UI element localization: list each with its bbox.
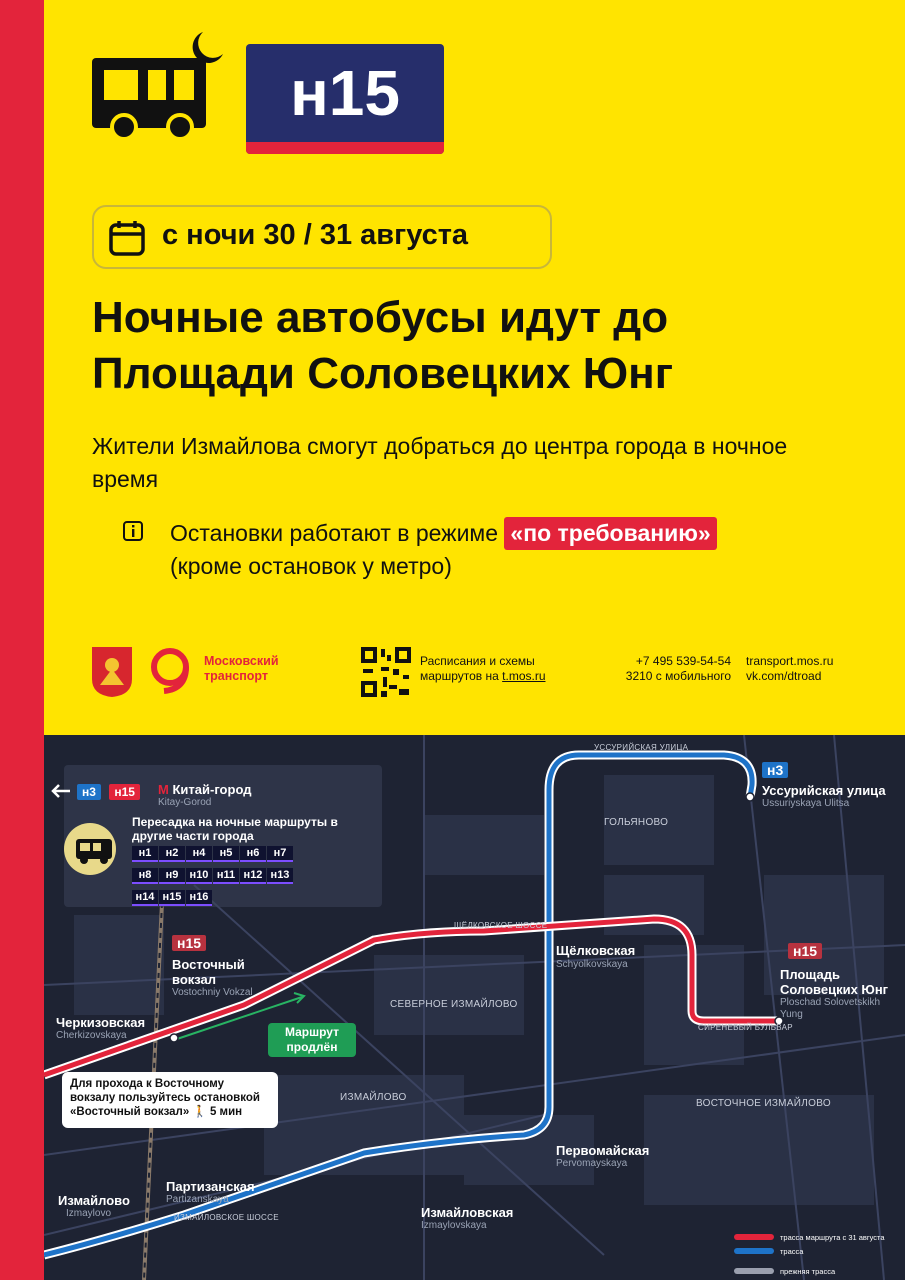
transfer-title: Пересадка на ночные маршруты в другие части города: [132, 815, 338, 843]
street-izmaylovskoe: ИЗМАЙЛОВСКОЕ ШОССЕ: [174, 1213, 279, 1222]
legend-blue-swatch: [734, 1248, 774, 1254]
station-cherkizovskaya-en: Cherkizovskaya: [56, 1030, 127, 1041]
brand-name: Московский транспорт: [204, 654, 279, 683]
night-route-tag: н4: [186, 846, 212, 862]
subtitle: Жители Измайлова смогут добраться до центра города в ночное время: [92, 433, 788, 492]
route-map: [44, 735, 905, 1280]
station-izmaylovo-en: Izmaylovo: [66, 1208, 112, 1219]
calendar-icon: [108, 219, 146, 257]
station-ussuriyskaya-en: Ussuriyskaya Ulitsa: [762, 798, 850, 809]
night-route-tag: н11: [213, 868, 239, 884]
notice-before: Остановки работают в режиме: [170, 520, 499, 546]
legend-old: прежняя трасса: [780, 1267, 836, 1276]
station-vostochniy-vokzal-en: Vostochniy Vokzal: [172, 987, 253, 998]
district-golyanovo: ГОЛЬЯНОВО: [604, 817, 669, 828]
route-tag-n3: н3: [77, 784, 101, 800]
vk-link[interactable]: vk.com/dtroad: [746, 669, 822, 683]
station-pervomayskaya: Первомайская: [556, 1143, 650, 1158]
night-route-tag: н16: [186, 890, 212, 906]
info-icon: [122, 520, 144, 542]
legend-old-swatch: [734, 1268, 774, 1274]
legend-new: трасса маршрута с 31 августа: [780, 1233, 885, 1242]
route-tag-n15: н15: [109, 784, 140, 800]
left-red-bar: [0, 0, 44, 1280]
date-pill: [92, 205, 552, 269]
route-number-badge: [246, 44, 444, 154]
short-phone: 3210 с мобильного: [625, 669, 731, 683]
station-schyolkovskaya-en: Schyolkovskaya: [556, 959, 628, 970]
station-cherkizovskaya: Черкизовская: [56, 1015, 146, 1030]
moscow-transport-logo-icon: [146, 645, 196, 695]
route-tag-n15-end: н15: [788, 943, 822, 959]
arrow-left-icon: [50, 783, 72, 799]
night-route-tag: н13: [267, 868, 293, 884]
phone-number[interactable]: +7 495 539-54-54: [635, 654, 731, 668]
night-bus-icon: [88, 28, 238, 143]
station-izmaylovskaya: Измайловская: [421, 1205, 514, 1220]
station-partizanskaya: Партизанская: [166, 1179, 255, 1194]
night-route-tag: н12: [240, 868, 266, 884]
night-route-tag: н8: [132, 868, 158, 884]
station-ploschad: Площадь Соловецких Юнг: [780, 967, 889, 997]
station-pervomayskaya-en: Pervomayskaya: [556, 1158, 628, 1169]
street-schelkovskoe: ЩЁЛКОВСКОЕ ШОССЕ: [454, 921, 548, 930]
metro-kitay-gorod: [158, 782, 251, 797]
station-schyolkovskaya: Щёлковская: [556, 943, 636, 958]
night-route-tag: н9: [159, 868, 185, 884]
district-severnoe: СЕВЕРНОЕ ИЗМАЙЛОВО: [390, 999, 518, 1010]
route-badge-stripe: [246, 142, 444, 154]
on-request-badge: «по требованию»: [504, 517, 716, 550]
walk-note: Для прохода к Восточному вокзалу пользуйтесь остановкой «Восточный вокзал» 🚶 5 мин: [62, 1072, 278, 1128]
route-number: н15: [290, 57, 400, 129]
schedule-link[interactable]: t.mos.ru: [502, 669, 546, 683]
site-link[interactable]: transport.mos.ru: [746, 654, 834, 668]
night-route-tag: н6: [240, 846, 266, 862]
legend-route: трасса: [780, 1247, 804, 1256]
notice: [170, 517, 870, 583]
night-route-tag: н15: [159, 890, 185, 906]
top-route-tags: [77, 783, 140, 801]
station-izmaylovo: Измайлово: [58, 1193, 130, 1208]
phone-info: [606, 654, 731, 684]
night-route-tag: н10: [186, 868, 212, 884]
notice-after: (кроме остановок у метро): [170, 553, 452, 579]
station-izmaylovskaya-en: Izmaylovskaya: [421, 1220, 487, 1231]
headline: Ночные автобусы идут до Площади Соловецких Юнг: [92, 293, 674, 398]
date-text: с ночи 30 / 31 августа: [162, 219, 469, 251]
station-ussuriyskaya: Уссурийская улица: [762, 783, 886, 798]
station-partizanskaya-en: Partizanskaya: [166, 1194, 229, 1205]
night-route-tag: н1: [132, 846, 158, 862]
district-izmaylovo: ИЗМАЙЛОВО: [340, 1092, 407, 1103]
night-route-tag: н14: [132, 890, 158, 906]
tag-n3-ussuriyskaya: [762, 762, 788, 780]
night-route-tag: н5: [213, 846, 239, 862]
station-ploschad-en: Ploschad Solovetskikh Yung: [780, 997, 881, 1020]
schedule-text: Расписания и схемы маршрутов на: [420, 654, 535, 683]
night-routes-grid: [132, 843, 294, 909]
metro-icon: M: [158, 782, 169, 797]
moon-bus-icon: [62, 821, 124, 877]
tag-n15-end: [788, 943, 822, 961]
qr-code-icon[interactable]: [359, 645, 413, 699]
legend-red-swatch: [734, 1234, 774, 1240]
district-vostochnoe: ВОСТОЧНОЕ ИЗМАЙЛОВО: [696, 1098, 831, 1109]
route-extended-badge: Маршрут продлён: [268, 1023, 356, 1057]
tag-n15-vokzal: [172, 935, 206, 953]
street-ussuriyskaya: УССУРИЙСКАЯ УЛИЦА: [594, 743, 689, 752]
moscow-coat-of-arms-icon: [90, 645, 134, 699]
station-kitay-gorod-en: Kitay-Gorod: [158, 797, 212, 808]
street-sireneviy: СИРЕНЕВЫЙ БУЛЬВАР: [698, 1023, 793, 1032]
route-tag-n3-end: н3: [762, 762, 788, 778]
night-route-tag: н7: [267, 846, 293, 862]
web-info: [746, 654, 866, 684]
station-kitay-gorod: Китай-город: [172, 782, 252, 797]
schedule-info: [420, 654, 570, 684]
route-tag-n15-vokzal: н15: [172, 935, 206, 951]
station-vostochniy-vokzal: Восточный вокзал: [172, 957, 245, 987]
night-route-tag: н2: [159, 846, 185, 862]
